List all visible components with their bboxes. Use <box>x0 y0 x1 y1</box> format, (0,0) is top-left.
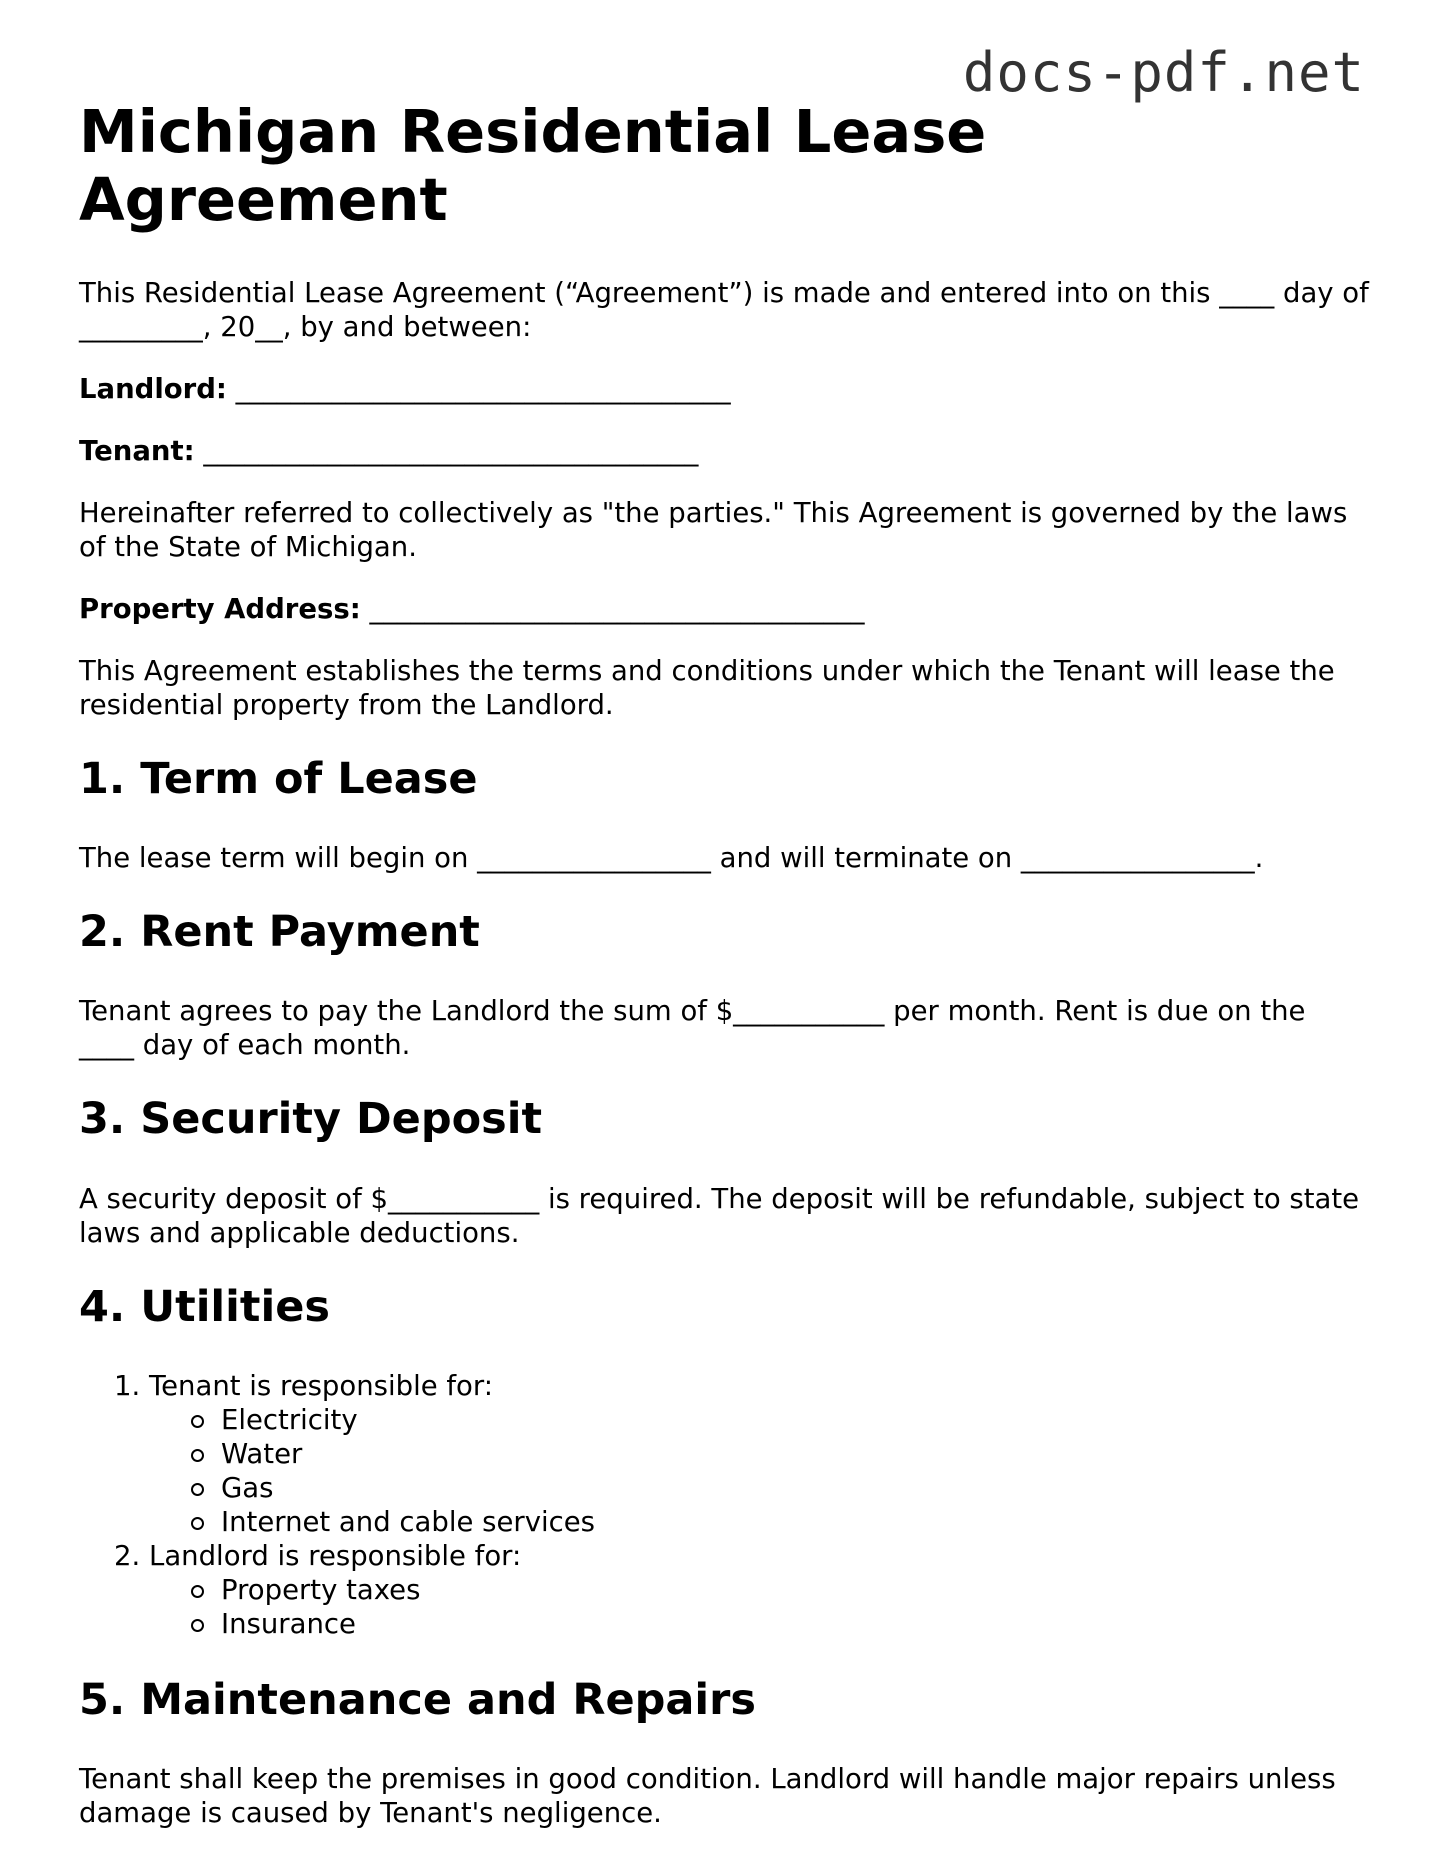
list-item: Gas <box>221 1471 1369 1505</box>
section-body-rent: Tenant agrees to pay the Landlord the sum of $___________ per month. Rent is due on the ____ day of each month. <box>79 995 1306 1062</box>
section-heading-rent: 2. Rent Payment <box>79 906 480 957</box>
property-address-label: Property Address: <box>79 592 361 625</box>
list-item: Internet and cable services <box>221 1505 1369 1539</box>
section-heading-term: 1. Term of Lease <box>79 753 478 804</box>
watermark-logo: docs-pdf.net <box>962 41 1365 104</box>
tenant-field <box>79 434 1369 468</box>
document-page <box>79 98 1369 1858</box>
tenant-utilities-sublist <box>149 1403 1369 1539</box>
section-heading-utilities: 4. Utilities <box>79 1281 330 1332</box>
section-heading-maintenance: 5. Maintenance and Repairs <box>79 1674 756 1725</box>
list-item: Electricity <box>221 1403 1369 1437</box>
intro-paragraph: This Residential Lease Agreement (“Agreement”) is made and entered into on this ____ day of _________, 20__, by and between: <box>79 276 1369 343</box>
landlord-utilities-sublist <box>149 1573 1369 1641</box>
tenant-blank: ____________________________________ <box>203 434 699 467</box>
document-title: Michigan Residential Lease Agreement <box>79 97 987 234</box>
utilities-tenant-item <box>149 1369 1369 1539</box>
landlord-blank: ____________________________________ <box>235 372 731 405</box>
landlord-field <box>79 372 1369 406</box>
tenant-label: Tenant: <box>79 434 195 467</box>
section-body-deposit: A security deposit of $___________ is required. The deposit will be refundable, subject to state laws and applicable deductions. <box>79 1182 1360 1249</box>
utilities-list <box>79 1369 1369 1641</box>
section-body-maintenance: Tenant shall keep the premises in good condition. Landlord will handle major repairs unless damage is caused by Tenant's negligence. <box>79 1763 1336 1830</box>
landlord-label: Landlord: <box>79 372 227 405</box>
section-heading-deposit: 3. Security Deposit <box>79 1094 543 1145</box>
utilities-landlord-item <box>149 1539 1369 1641</box>
utilities-landlord-label: Landlord is responsible for: <box>149 1539 522 1572</box>
parties-paragraph: Hereinafter referred to collectively as "the parties." This Agreement is governed by the laws of the State of Michigan. <box>79 496 1348 563</box>
list-item: Property taxes <box>221 1573 1369 1607</box>
list-item: Insurance <box>221 1607 1369 1641</box>
property-address-field <box>79 592 1369 626</box>
list-item: Water <box>221 1437 1369 1471</box>
purpose-paragraph: This Agreement establishes the terms and conditions under which the Tenant will lease the residential property from the Landlord. <box>79 654 1335 721</box>
section-body-term: The lease term will begin on _________________ and will terminate on _________________. <box>79 841 1264 874</box>
property-address-blank: ____________________________________ <box>369 592 865 625</box>
utilities-tenant-label: Tenant is responsible for: <box>149 1369 493 1402</box>
